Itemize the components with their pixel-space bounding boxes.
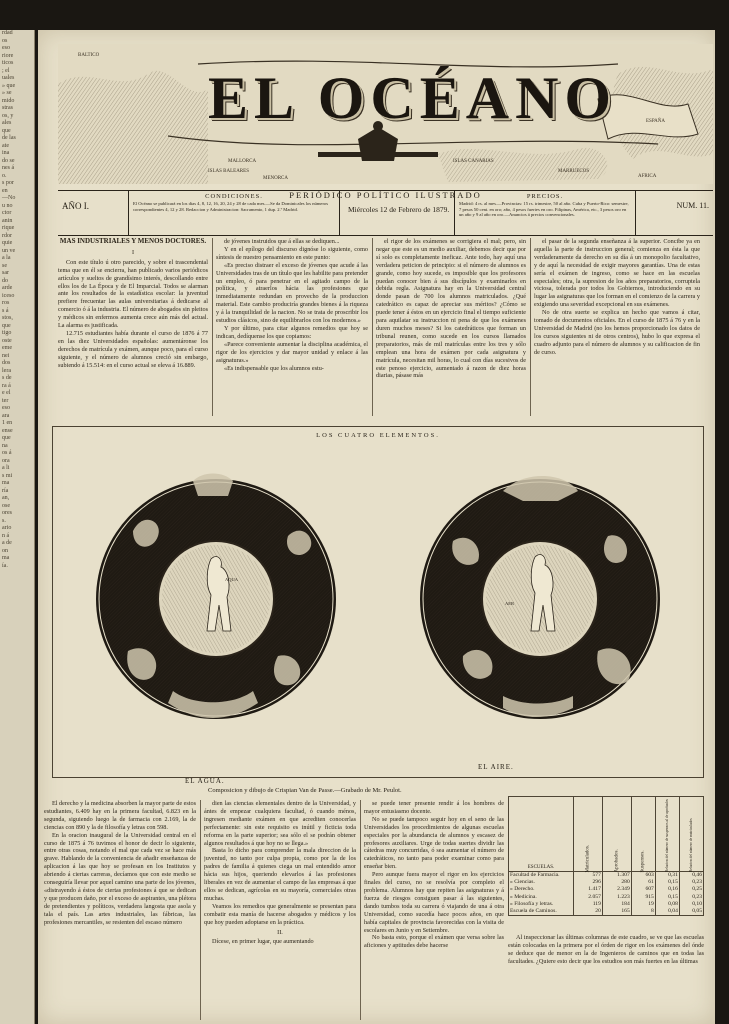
previous-page-fragment: ma (2, 555, 10, 561)
previous-page-fragment: stos, (2, 315, 13, 321)
previous-page-fragment: ose (2, 502, 10, 509)
article-paragraph: 12.715 estudiantes había durante el curso de 1876 á 77 en las diez Universidades españolas: aumentáronse los derechos de matrícula y exámen, aunque poco, para el curso siguiente, y el número de alumnos creció sin embargo, subiendo á 15.514: en el curso actual se eleva á 16.889. (58, 329, 208, 369)
article-paragraph: Pero aunque fuera mayor el rigor en los ejercicios finales del curso, no se resolvía por completo el problema. Alumnos hay que repiten las asignaturas y á fuerza de riesgos consiguen pasar á las siguientes, dando tumbos toda su carrera ó viajando de una á otra Universidad, como sucedía hace pocos años, en que había capitales de provincia favorecidas con la visita de escolares en Junio y en Setiembre. (364, 871, 504, 934)
medallion-label-aqua: AQUA (225, 577, 238, 582)
previous-page-fragment: ara (2, 412, 10, 419)
previous-page-fragment: ; el (2, 67, 10, 74)
previous-page-fragment: s por (2, 180, 14, 186)
previous-page-fragment: en (2, 187, 8, 194)
table-header-row (509, 797, 704, 872)
previous-page-fragment: eso (2, 45, 10, 51)
table-cell: 0,31 (655, 872, 679, 880)
table-row (509, 872, 704, 880)
article-column-3 (376, 238, 526, 418)
newspaper-subtitle: PERIÓDICO POLÍTICO ILUSTRADO (289, 190, 482, 200)
table-header: Relacion del número de suspensos al de aprobados (655, 797, 679, 872)
previous-page-fragment: quie (2, 240, 13, 246)
previous-page-fragment: nei (2, 352, 10, 359)
column-rule (360, 800, 361, 1020)
table-cell: 296 (574, 879, 603, 886)
previous-page-fragment: ía. (2, 562, 8, 569)
article-paragraph: Y en el epílogo del discurso dignóse lo siguiente, como síntesis de nuestro pensamiento en este punto: (216, 245, 368, 261)
issue-date: Miércoles 12 de Febrero de 1879. (348, 205, 450, 214)
article-paragraph: el pasar de la segunda enseñanza á la superior. Concibe ya en aquella la parte de instruccion general; comienza en ésta la que verdaderamente da derecho en su día á un monopolio facultativo, y de aquí la necesidad de exigir mayores garantías. Una de estas sería el exámen de ingreso, como se hace en las escuelas especiales; otra, la supresion de los años preparatorios, corruptela viciosa, tolerada por todos los Gobiernos, introduciendo en su lugar las asignaturas que los forman en el comienzo de la carrera y exigiendo una severidad excepcional en sus exámenes. (534, 238, 700, 309)
table-cell: » Ciencias. (509, 879, 574, 886)
caption-water: EL AGUA. (185, 777, 225, 785)
column-rule (212, 238, 213, 416)
previous-page-fragment: ora (2, 457, 10, 464)
medallion-air (420, 476, 660, 719)
previous-page-fragment: de las (2, 135, 16, 141)
table-cell: Escuela de Caminos. (509, 908, 574, 916)
table-row (509, 894, 704, 901)
column-rule (530, 238, 531, 416)
conditions-text: El Océano se publicará en los dias 4, 8, 12, 16, 20, 24 y 28 de cada mes.—Se da Dominicales los números correspondientes 4, 12 y 28. Redaccion y Administracion: Sacramento, 1 dup. 2.º Madrid. (133, 201, 329, 212)
previous-page-fragment: nes á (2, 165, 15, 171)
previous-page-fragment: rique (2, 225, 15, 231)
article-paragraph: El derecho y la medicina absorben la mayor parte de estos estudiantes, 6.409 hay en la primera facultad, 6.823 en la segunda, siguiendo luego la de farmacia con 2.169, la de ciencias con 890 y la de filosofía y letras con 598. (44, 800, 196, 831)
table-cell: 184 (602, 901, 631, 908)
previous-page-fragment: que (2, 322, 11, 329)
previous-page-fragment: eso (2, 405, 10, 411)
table-cell: 0,15 (655, 894, 679, 901)
article-paragraph: Al inspeccionar las últimas columnas de este cuadro, se ve que las escuelas están colocadas en la primera por el órden de rigor en los exámenes del ónde se deduce que de menor en la de Ingenieros de caminos que en todas las facultades. ¿Quiere esto decir que los estudios son más fuertes en las últimas (508, 934, 704, 965)
schools-statistics-table (508, 796, 704, 916)
previous-page-fragment: ros (2, 300, 10, 306)
table-cell: » Filosofía y letras. (509, 901, 574, 908)
previous-page-fragment: » se (2, 90, 12, 96)
previous-page-fragment: ma (2, 480, 10, 486)
article-paragraph: Y por último, para citar algunos remedios que hoy se indican, dedíquense los que copiamos: (216, 324, 368, 340)
column-rule (372, 238, 373, 416)
previous-page-edge (0, 30, 35, 1024)
lower-column-4 (508, 934, 704, 1024)
previous-page-fragment: ate (2, 142, 9, 149)
previous-page-fragment: ter (2, 397, 9, 404)
column-rule (200, 800, 201, 1020)
table-row (509, 901, 704, 908)
previous-page-fragment: a li (2, 465, 10, 471)
engraving-credit: Composicion y dibujo de Crispian Van de Passe.—Grabado de Mr. Peulot. (208, 787, 402, 794)
article-column-4 (534, 238, 700, 418)
table-cell: » Derecho. (509, 886, 574, 893)
table-cell: 0,05 (679, 908, 703, 916)
previous-page-fragment: a de (2, 540, 12, 546)
previous-page-fragment: mido (2, 97, 15, 104)
article-heading: MAS INDUSTRIALES Y MENOS DOCTORES. (59, 238, 207, 245)
previous-page-fragment: ores (2, 510, 12, 516)
prices-text: Madrid: 4 rs. al mes.—Provincias: 15 rs. trimestre, 50 al año. Cuba y Puerto-Rico: semestre, 7 pesos 50 cent. en oro; año, 4 pesos fuertes en oro. Filipinas, América, etc., 3 pesos oro en un año y 9 al año en oro.—Anuncios á precios convencionales. (459, 201, 629, 218)
previous-page-fragment: n á (2, 532, 10, 539)
map-label-mallorca: MALLORCA (228, 159, 257, 164)
article-paragraph: No basta esto, porque el exámen que versa sobre las aficiones y aptitudes debe hacerse (364, 934, 504, 950)
previous-page-fragment: oste (2, 337, 12, 344)
article-paragraph: Basta lo dicho para comprender la mala direccion de la juventud, no tanto por culpa propia, como por la de los padres de familia á quienes ciega un mal entendido amor hácia sus hijos, queriendo elevarlos á las profesiones liberales en vez de aumentar el campo de las empresas á que ellos se dedican, agrícolas en su mayoría, comerciales otras muchas. (204, 847, 356, 902)
previous-page-fragment: na (2, 442, 8, 449)
previous-page-fragment: rdor (2, 232, 12, 239)
table-cell: 0,10 (679, 901, 703, 908)
map-label-baleares: ISLAS BALEARES (208, 169, 249, 174)
previous-page-fragment: o. (2, 172, 7, 179)
prices-title: PRECIOS. (526, 193, 564, 200)
table-header: Suspensos. (631, 797, 655, 872)
article-section-number: II. (277, 928, 283, 936)
map-label-menorca: MENORCA (263, 176, 289, 181)
previous-page-fragment: e el (2, 390, 11, 396)
engraving-medallions (53, 441, 703, 771)
previous-page-fragment: do se (2, 157, 15, 164)
table-header: Matriculados. (574, 797, 603, 872)
medallion-label-aer: AER (505, 601, 514, 606)
previous-page-fragment: lera (2, 367, 11, 374)
previous-page-fragment: eme (2, 345, 12, 351)
previous-page-fragment: 1 en (2, 420, 13, 426)
map-label-baltico: BALTICO (78, 53, 100, 58)
caption-air: EL AIRE. (478, 763, 514, 771)
table-cell: 20 (574, 908, 603, 916)
article-paragraph: Dícese, en primer lugar, que aumentando (212, 938, 314, 946)
article-paragraph: Veamos los remedios que generalmente se presentan para combatir esta manía de hacerse abogados y médicos y los que hoy pueden adoptarse en la práctica. (204, 902, 356, 926)
article-paragraph: No de otra suerte se explica un hecho que vamos á citar, tomado de documentos oficiales. En el curso de 1875 á 76 y en la Universidad de Madrid (no los hemos proporcionado los datos de los cursos siguientes ni de otros centros), hubo lo que expresa el cuadro adjunto para el número de alumnos y su calificacion de fin de curso. (534, 309, 700, 356)
article-paragraph: de jóvenes instruidos que á ellas se dediquen... (224, 238, 340, 245)
previous-page-fragment: an, (2, 495, 10, 501)
previous-page-fragment: stras (2, 105, 13, 111)
previous-page-fragment: ense (2, 427, 13, 434)
table-cell: 2.057 (574, 894, 603, 901)
table-row (509, 879, 704, 886)
issue-number: NUM. 11. (676, 201, 709, 210)
previous-page-fragment: s á (2, 307, 9, 314)
table-cell: 0,08 (655, 901, 679, 908)
article-paragraph: En la oracion inaugural de la Universidad central en el curso de 1875 á 76 tuvimos el honor de decir lo siguiente, entre otras cosas, notando el mal que cada vez se hace más grave. Hablando de la conveniencia de añadir enseñanzas de aplicacion á las que hoy se profesan en los Institutos y abriendo á ciertas carreras, decíamos que con este medio se conseguiría llevar por aquel camino una parte de los jóvenes, «distrayendo á éstos de ciertas profesiones á que se dedican y que producen daño, por el exceso de aspirantes, una plétora de pretendientes y políticos, verdadera langosta que asola y tala el país. Las artes industriales, las fábricas, las profesiones mercantiles, se resienten del escaso número (44, 831, 196, 926)
previous-page-fragment: ario (2, 525, 12, 531)
previous-page-fragment: a la (2, 255, 11, 261)
table-cell: 0,04 (655, 908, 679, 916)
table-cell: » Medicina. (509, 894, 574, 901)
table-cell: 2.349 (602, 886, 631, 893)
article-paragraph: dien las ciencias elementales dentro de la Universidad, y ántes de empezar cualquiera facultad, ó cuando ménos, ingresen mediante exámen en que acrediten conocerlas perfectamente: sin este requisito es inútil y ficticia toda reforma en la parte superior; sea sólo el se podrán obtener algunos resultados á que hoy no se llega.» (204, 800, 356, 847)
issue-info-bar (58, 190, 713, 236)
table-header: Relacion del número de matriculados (679, 797, 703, 872)
previous-page-fragment: ina (2, 150, 10, 156)
table-cell: 607 (631, 886, 655, 893)
previous-page-fragment: tigo (2, 330, 12, 336)
map-label-espana: ESPAÑA (646, 119, 665, 124)
previous-page-fragment: que (2, 127, 11, 134)
previous-page-fragment: que (2, 435, 11, 441)
article-paragraph: «Es indispensable que los alumnos estu- (224, 364, 324, 372)
table-row (509, 908, 704, 916)
article-paragraph: No se puede tampoco seguir hoy en el seno de las Universidades los procedimientos de algunas escuelas especiales por la abundancia de alumnos y escasez de profesores auxiliares. Urge de todas suertes dividir las cátedras muy concurridas, ó sea aumentar el número de catedráticos, no tanto para poder examinar como para enseñar bien. (364, 815, 504, 871)
map-label-marruecos: MARRUECOS (558, 169, 590, 174)
previous-page-fragment: ales (2, 120, 12, 126)
previous-page-fragment: se (2, 262, 7, 269)
previous-page-fragment: ría (2, 487, 9, 494)
previous-page-fragment: arde (2, 285, 13, 291)
conditions-box (128, 191, 340, 235)
table-cell: 280 (602, 879, 631, 886)
table-row (509, 886, 704, 893)
table-cell: 19 (631, 901, 655, 908)
previous-page-text (0, 30, 34, 570)
table-cell: 603 (631, 872, 655, 880)
table-cell: 0,16 (655, 886, 679, 893)
table-cell: 119 (574, 901, 603, 908)
table-cell: 0,15 (655, 879, 679, 886)
table-cell: 1.307 (602, 872, 631, 880)
prices-box (454, 191, 636, 235)
table-cell: 1.223 (602, 894, 631, 901)
article-paragraph: Con este título ú otro parecido, y sobre el trascendental tema que en él se encierra, han publicado varios periódicos artículos y sueltos de grandísimo interés, descollando entre ellos los de La Época y de El Imparcial. Todos se alarman ante los resultados de la estadística escolar: la juventud prefiere frecuentar las aulas universitarias á dedicarse al comercio ó á la industria. El número de abogados sin pleitos y médicos sin enfermos aumenta crece aún más del actual. La alarma es justificada. (58, 258, 208, 330)
table-cell: 61 (631, 879, 655, 886)
article-paragraph: el rigor de los exámenes se corrigiera el mal; pero, sin negar que este es un medio auxiliar, debemos decir que por sí solo es completamente ineficaz. Ante todo, hay aquí una verdadera peticion de principio: si el número de alumnos es grande, como hoy sucede, es imposible que los profesores puedan conocer bien á sus discípulos y examinarlos en debida regla. Asignatura hay en la Universidad central donde pasan de 700 los alumnos matriculados. ¿Qué catedrático es capaz de apreciar sus méritos? ¿Cómo se puede tener á éstos en un ejercicio final el tiempo suficiente para aquilatar su instruccion ni pena de que los exámenes duren muchos meses? Si los catedráticos que forman un tribunal reunen, como sucede en los cursos llamados preparatorios, más de mil matrículas entre los tres y sólo emplean una hora de exámen por cada asignatura y matrícula, necesitan mil horas, lo cual con días sucesivos de este penoso ejercicio, aumentado á razon de diez horas diarias, pásase más (376, 238, 526, 380)
article-column-2 (216, 238, 368, 418)
table-cell: 0,23 (679, 879, 703, 886)
newspaper-page (38, 30, 715, 1024)
previous-page-fragment: s de (2, 375, 12, 381)
conditions-title: CONDICIONES. (205, 193, 263, 200)
previous-page-fragment: uales (2, 75, 15, 81)
table-header: Aprobados. (602, 797, 631, 872)
previous-page-fragment: —No (2, 195, 16, 201)
previous-page-fragment: do (2, 277, 8, 284)
previous-page-fragment: os, y (2, 112, 14, 119)
table-cell: 577 (574, 872, 603, 880)
map-label-africa: AFRICA (638, 174, 657, 179)
issue-year: AÑO I. (62, 201, 89, 211)
previous-page-fragment: sar (2, 270, 9, 276)
lower-column-1 (44, 800, 196, 1024)
previous-page-fragment: u no (2, 202, 13, 209)
previous-page-fragment: rdad (2, 30, 13, 36)
previous-page-fragment: on (2, 547, 8, 554)
medallion-water (96, 474, 336, 720)
previous-page-fragment: s mi (2, 472, 13, 479)
lower-column-2 (204, 800, 356, 1024)
previous-page-fragment: anin (2, 217, 13, 224)
article-paragraph: se puede tener presente rendir á los hombres de mayor entusiasmo docente. (364, 800, 504, 815)
illustration-title: LOS CUATRO ELEMENTOS. (316, 432, 440, 439)
article-section-number: I (131, 248, 135, 256)
previous-page-fragment: » que (2, 82, 16, 89)
previous-page-fragment: s. (2, 517, 6, 524)
lower-column-3 (364, 800, 504, 1024)
previous-page-fragment: ra á (2, 382, 11, 389)
table-cell: 8 (631, 908, 655, 916)
previous-page-fragment: riore (2, 52, 14, 59)
illustration-four-elements (52, 426, 704, 778)
newspaper-title: EL OCÉANO (208, 65, 618, 131)
article-column-1 (58, 238, 208, 418)
table-cell: Facultad de Farmacia. (509, 872, 574, 880)
article-paragraph: «Es preciso distraer el exceso de jóvenes que acude á las Universidades tras de un título que les habilite para pretender un empleo, ó para penetrar en el agitado campo de la política, y atraerlos hácia las profesiones que inmediatamente redundan en provecho de la produccion material. Este cambio produciría grandes bienes á la riqueza y á la tranquilidad de la nacion. No se trata de proscribir los estudios clásicos, sino de equilibrarlos con los modernos.» (216, 261, 368, 325)
previous-page-fragment: un ve (2, 247, 16, 254)
article-paragraph: «Parece conveniente aumentar la disciplina académica, el rigor de los ejercicios y dar mayor unidad y enlace á las asignaturas.» (216, 340, 368, 364)
table-cell: 915 (631, 894, 655, 901)
previous-page-fragment: ticos (2, 60, 14, 66)
map-label-canarias: ISLAS CANARIAS (453, 159, 494, 164)
previous-page-fragment: os (2, 37, 8, 44)
table-cell: 165 (602, 908, 631, 916)
table-cell: 1.417 (574, 886, 603, 893)
previous-page-fragment: os á (2, 450, 12, 456)
table-cell: 0,46 (679, 872, 703, 880)
previous-page-fragment: ctor (2, 210, 12, 216)
previous-page-fragment: dos (2, 360, 11, 366)
table-cell: 0,23 (679, 894, 703, 901)
table-header: ESCUELAS. (509, 797, 574, 872)
table-cell: 0,25 (679, 886, 703, 893)
previous-page-fragment: iceso (2, 292, 15, 299)
